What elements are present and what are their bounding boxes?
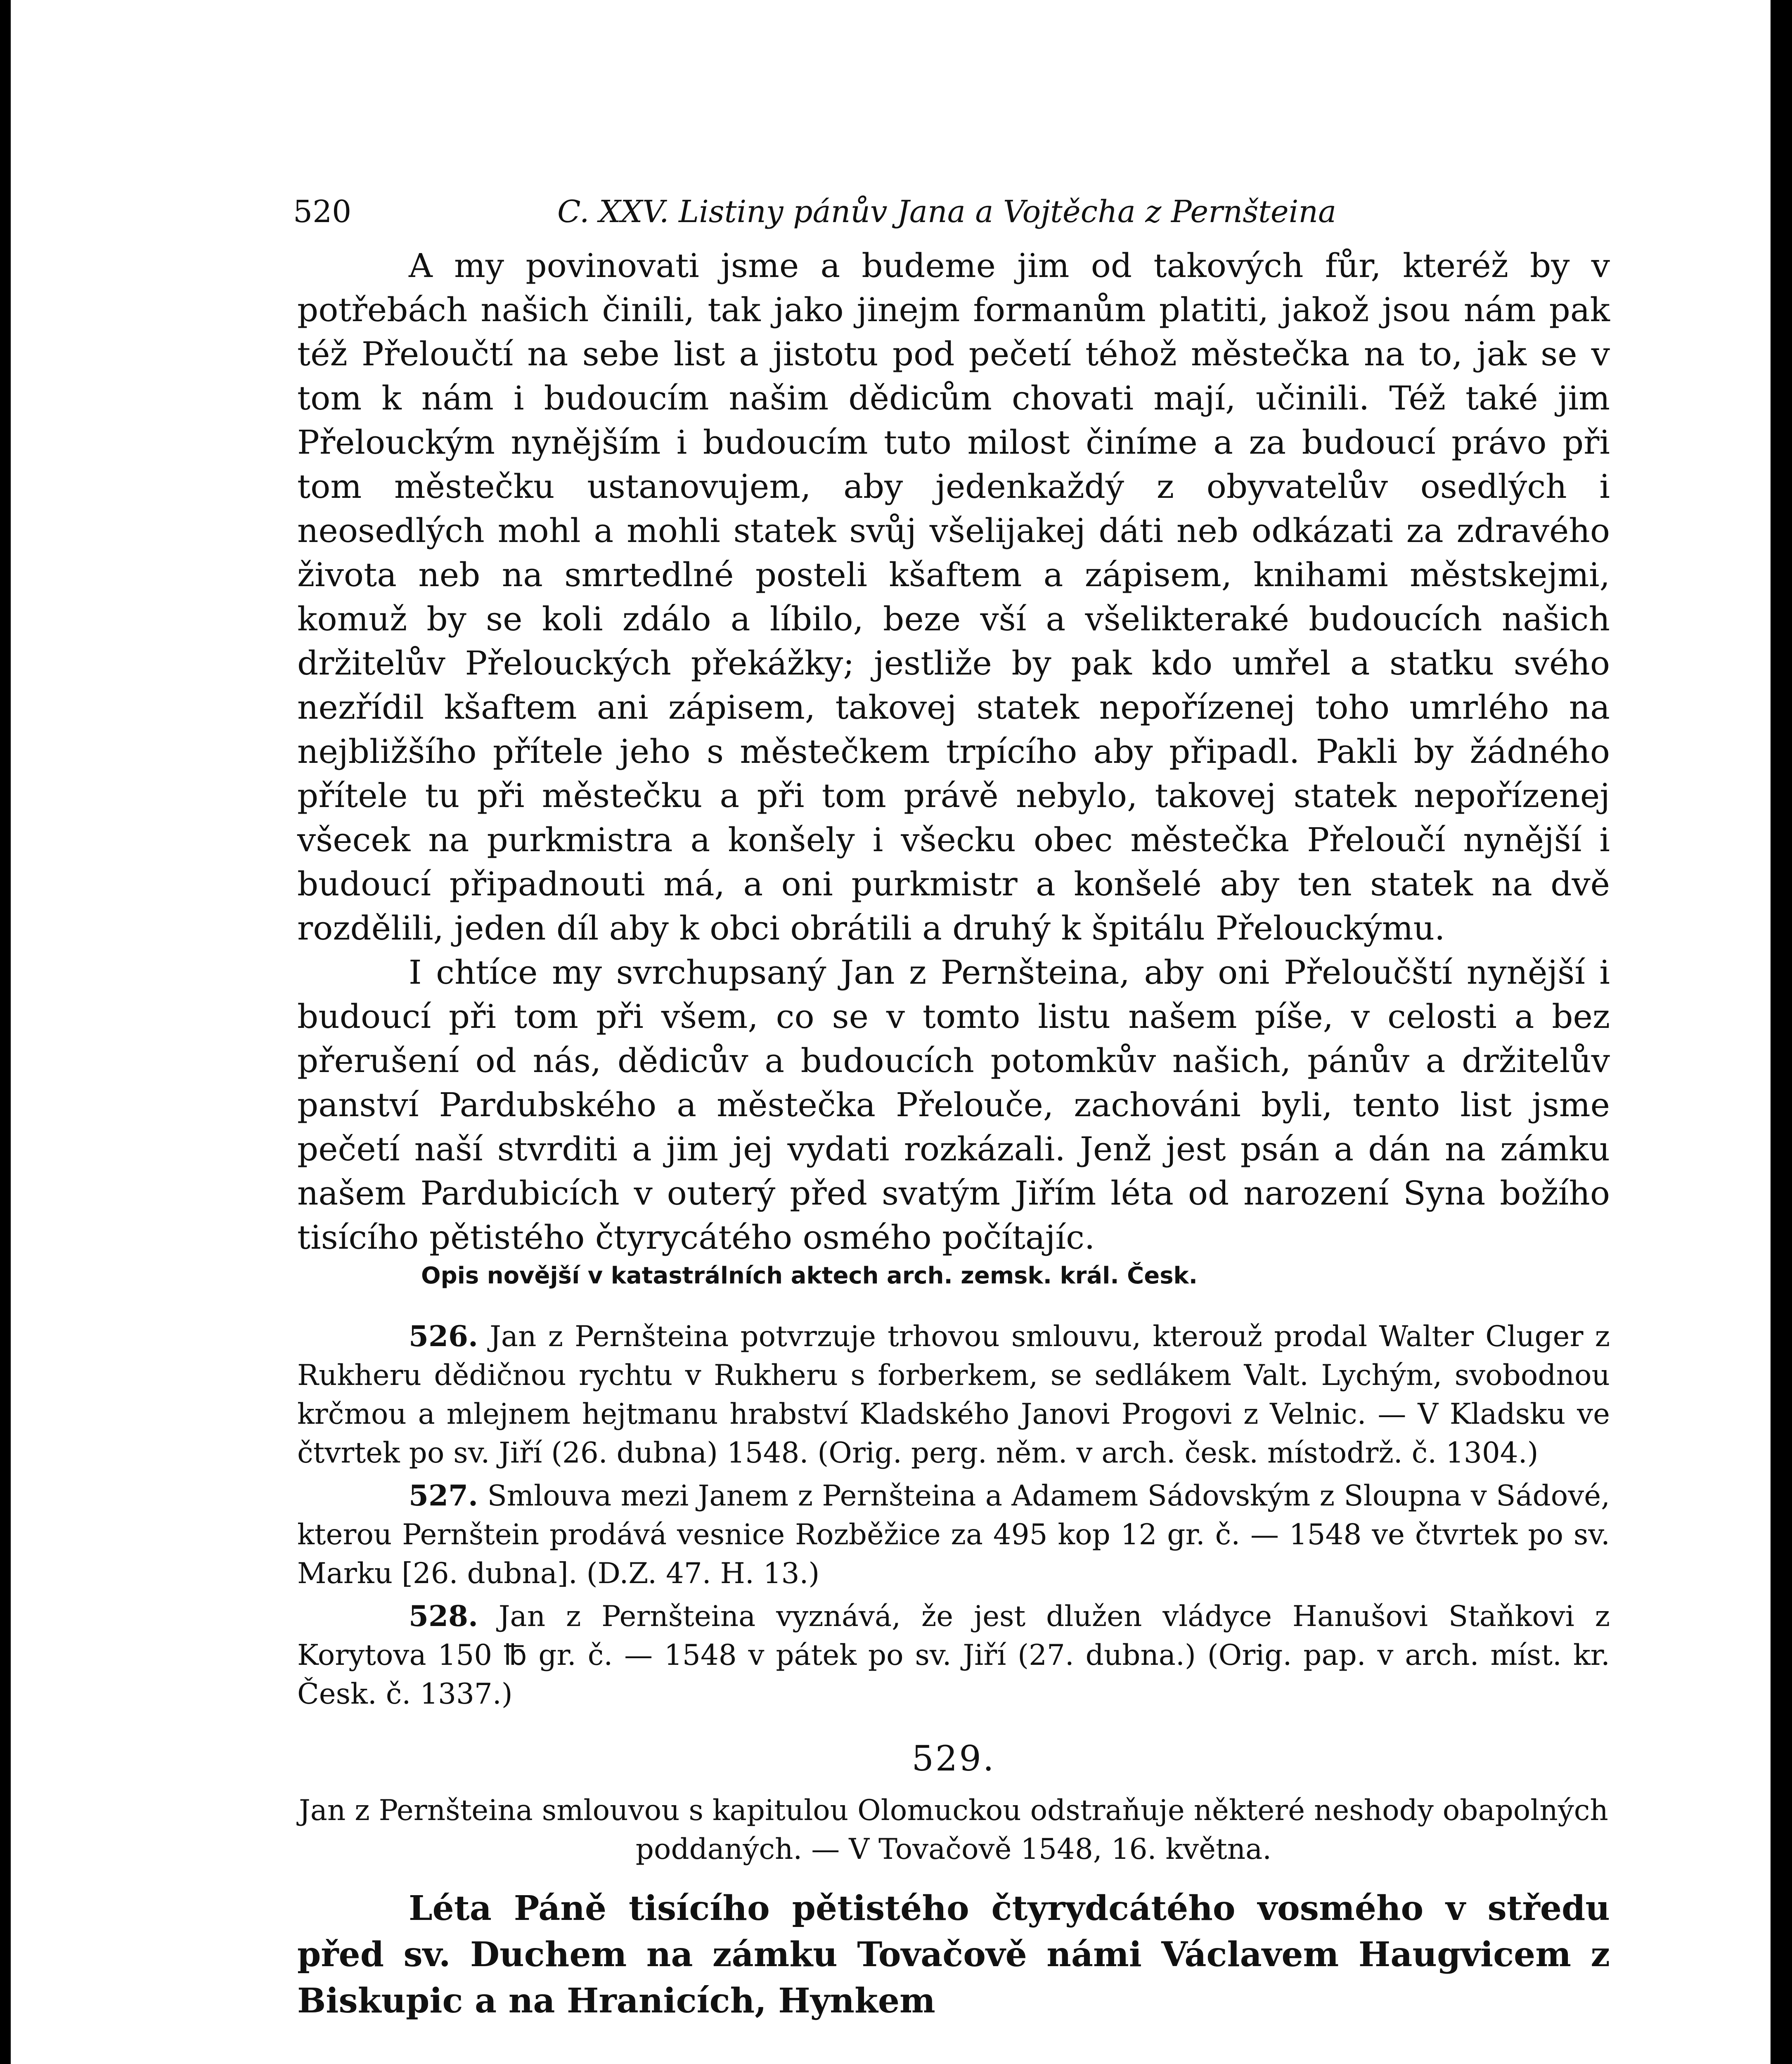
running-title: C. XXV. Listiny pánův Jana a Vojtěcha z Pernšteina (557, 194, 1337, 230)
scan-border-left (0, 0, 11, 2064)
body-paragraph-1: A my povinovati jsme a budeme jim od takových fůr, kteréž by v potřebách našich činili, tak jako jinejm formanům platiti, jakož jsou nám pak též Přeloučtí na sebe list a jistotu pod pečetí téhož městečka na to, jak se v tom k nám i budoucím našim dědicům chovati mají, učinili. Též také jim Přelouckým nynějším i budoucím tuto milost činíme a za budoucí právo při tom městečku ustanovujem, aby jedenkaždý z obyvatelův osedlých i neosedlých mohl a mohli statek svůj všelijakej dáti neb odkázati za zdravého života neb na smrtedlné posteli kšaftem a zápisem, knihami městskejmi, komuž by se koli zdálo a líbilo, beze vší a všelikteraké budoucích našich držitelův Přelouckých překážky; jestliže by pak kdo umřel a statku svého nezřídil kšaftem ani zápisem, takovej statek nepořízenej toho umrlého na nejbližšího přítele jeho s městečkem trpícího aby připadl. Pakli by žádného přítele tu při městečku a při tom právě nebylo, takovej statek nepořízenej všecek na purkmistra a konšely i všecku obec městečka Přeloučí nynější i budoucí připadnouti má, a oni purkmistr a konšelé aby ten statek na dvě rozdělili, jeden díl aby k obci obrátili a druhý k špitálu Přelouckýmu. (297, 246, 1610, 947)
regest-list (297, 1317, 1610, 1714)
page-header (293, 194, 1610, 244)
entry-number: 528. (409, 1600, 478, 1633)
source-note: Opis novější v katastrálních aktech arch. zemsk. král. Česk. (421, 1262, 1198, 1289)
summary-line-2: poddaných. — V Tovačově 1548, 16. května. (635, 1833, 1272, 1866)
body-paragraph-2: I chtíce my svrchupsaný Jan z Pernšteina, aby oni Přeloučští nynější i budoucí při tom při všem, co se v tomto listu našem píše, v celosti a bez přerušení od nás, dědicův a budoucích potomkův našich, pánův a držitelův panství Pardubského a městečka Přelouče, zachováni byli, tento list jsme pečetí naší stvrditi a jim jej vydati rozkázali. Jenž jest psán a dán na zámku našem Pardubicích v outerý před svatým Jiřím léta od narození Syna božího tisícího pětistého čtyrycátého osmého počítajíc. (297, 953, 1610, 1257)
entry-text: Smlouva mezi Janem z Pernšteina a Adamem Sádovským z Sloupna v Sádové, kterou Pernštein prodává vesnice Rozběžice za 495 kop 12 gr. č. — 1548 ve čtvrtek po sv. Marku [26. dubna]. (D.Z. 47. H. 13.) (297, 1479, 1610, 1590)
page-number: 520 (293, 194, 352, 230)
entry-text: Jan z Pernšteina potvrzuje trhovou smlouvu, kterouž prodal Walter Cluger z Rukheru dědičnou rychtu v Rukheru s forberkem, se sedlákem Valt. Lychým, svobodnou krčmou a mlejnem hejtmanu hrabství Kladského Janovi Progovi z Velnic. — V Kladsku ve čtvrtek po sv. Jiří (26. dubna) 1548. (Orig. perg. něm. v arch. česk. místodrž. č. 1304.) (297, 1320, 1610, 1470)
document-summary (297, 1791, 1610, 1869)
document-opening-text: Léta Páně tisícího pětistého čtyrydcátého vosmého v středu před sv. Duchem na zámku Tovačově námi Václavem Haugvicem z Biskupic a na Hranicích, Hynkem (297, 1889, 1610, 2021)
document-page (293, 194, 1610, 2024)
document-number: 529. (911, 1738, 996, 1779)
entry-number: 527. (409, 1479, 478, 1512)
entry-number: 526. (409, 1320, 478, 1353)
regest-entry-527 (297, 1477, 1610, 1593)
scan-border-right (1771, 0, 1792, 2064)
regest-entry-526 (297, 1317, 1610, 1472)
summary-line-1: Jan z Pernšteina smlouvou s kapitulou Olomuckou odstraňuje některé neshody obapolných (299, 1794, 1608, 1827)
entry-text: Jan z Pernšteina vyznává, že jest dlužen vládyce Hanušovi Staňkovi z Korytova 150 ℔ gr. č. — 1548 v pátek po sv. Jiří (27. dubna.) (Orig. pap. v arch. míst. kr. Česk. č. 1337.) (297, 1600, 1610, 1711)
regest-entry-528 (297, 1597, 1610, 1714)
